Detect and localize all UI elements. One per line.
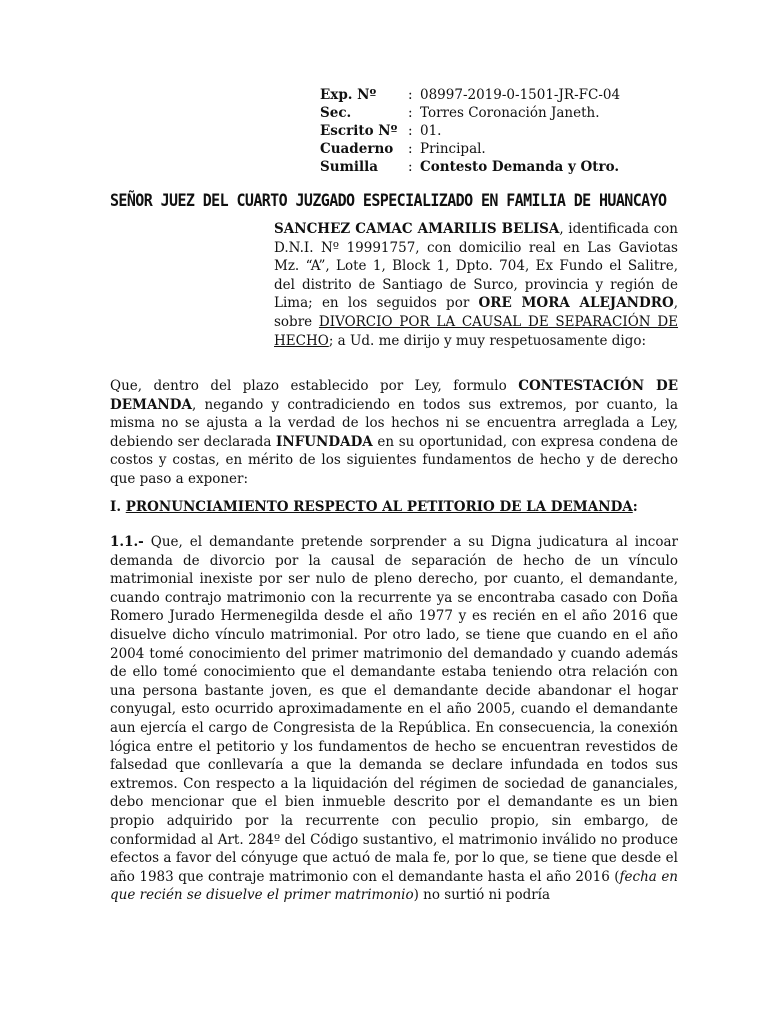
header-label: Escrito Nº [320, 123, 398, 139]
case-header [320, 86, 620, 176]
intro-text: , sobre [274, 295, 678, 330]
header-label: Cuaderno [320, 141, 394, 157]
header-row-sumilla [320, 158, 620, 176]
header-row-cuaderno [320, 140, 620, 158]
header-label: Exp. Nº [320, 87, 377, 103]
header-label: Sec. [320, 105, 352, 121]
case-matter: DIVORCIO POR LA CAUSAL DE SEPARACIÓN DE HECHO [274, 313, 679, 349]
header-value: 01. [420, 123, 442, 139]
header-row-expediente [320, 86, 620, 104]
section-number: I. [110, 499, 126, 515]
intro-text: ; a Ud. me dirijo y muy respetuosamente digo: [328, 332, 647, 349]
emphasis-text: INFUNDADA [276, 433, 373, 450]
opponent-name: ORE MORA ALEJANDRO [478, 295, 674, 312]
intro-paragraph [274, 220, 678, 350]
header-separator: : [408, 123, 413, 139]
section-title: PRONUNCIAMIENTO RESPECTO AL PETITORIO DE LA DEMANDA [125, 499, 633, 515]
header-value: Contesto Demanda y Otro. [420, 159, 620, 175]
header-value: Torres Coronación Janeth. [420, 105, 600, 121]
header-value: 08997-2019-0-1501-JR-FC-04 [420, 87, 621, 103]
paragraph-number: 1.1.- [110, 534, 144, 550]
header-separator: : [408, 87, 413, 103]
paragraph-1-1 [110, 533, 678, 905]
section-colon: : [632, 499, 638, 515]
addressee-heading: SEÑOR JUEZ DEL CUARTO JUZGADO ESPECIALIZADO EN FAMILIA DE HUANCAYO [110, 190, 667, 211]
header-separator: : [408, 159, 413, 175]
italic-text: fecha en que recién se disuelve el primer matrimonio [110, 868, 679, 904]
header-label: Sumilla [320, 159, 378, 175]
paragraph-text: en su oportunidad, con expresa condena de costos y costas, en mérito de los siguientes fundamentos de hecho y de derecho que paso a exponer: [110, 433, 678, 487]
plaintiff-name: SANCHEZ CAMAC AMARILIS BELISA [274, 221, 560, 237]
header-row-secretaria [320, 104, 620, 122]
paragraph-text: Que, dentro del plazo establecido por Ley, formulo [110, 378, 519, 394]
answer-paragraph [110, 377, 678, 489]
section-heading [110, 498, 678, 517]
header-row-escrito [320, 122, 620, 140]
paragraph-text: Que, el demandante pretende sorprender a su Digna judicatura al incoar demanda de divorcio por la causal de separación de hecho de un vínculo matrimonial inexiste por ser nulo de pleno derecho, por cuanto, el demandante, cuando contrajo matrimonio con la recurrente ya se encontraba casado con Doña Romero Jurado Hermenegilda desde el año 1977 y es recién en el año 2016 que disuelve dicho vínculo matrimonial. Por otro lado, se tiene que cuando en el año 2004 tomé conocimiento del primer matrimonio del demandado y cuando además de ello tomé conocimiento que el demandante estaba teniendo otra relación con una persona bastante joven, es que el demandante decide abandonar el hogar conyugal, esto ocurrido aproximadamente en el año 2005, cuando el demandante aun ejercía el cargo de Congresista de la República. En consecuencia, la conexión lógica entre el petitorio y los fundamentos de hecho se encuentran revestidos de falsedad que conllevaría a que la demanda se declare infundada en todos sus extremos. Con respecto a la liquidación del régimen de sociedad de gananciales, debo mencionar que el bien inmueble descrito por el demandante es un bien propio adquirido por la recurrente con peculio propio, sin embargo, de conformidad al Art. 284º del Código sustantivo, el matrimonio inválido no produce efectos a favor del cónyuge que actuó de mala fe, por lo que, se tiene que desde el año 1983 que contraje matrimonio con el demandante hasta el año 2016 ( [110, 534, 678, 885]
header-separator: : [408, 141, 413, 157]
emphasis-text: CONTESTACIÓN DE DEMANDA [110, 378, 678, 413]
paragraph-text: , negando y contradiciendo en todos sus extremos, por cuanto, la misma no se ajusta a la verdad de los hechos ni se encuentra arreglada a Ley, debiendo ser declarada [110, 396, 678, 450]
paragraph-text: ) no surtió ni podría [413, 887, 551, 904]
header-separator: : [408, 105, 413, 121]
header-value: Principal. [420, 141, 486, 157]
intro-text: , identificada con D.N.I. Nº 19991757, con domicilio real en Las Gaviotas Mz. “A”, Lote 1, Block 1, Dpto. 704, Ex Fundo el Salitre, del distrito de Santiago de Surco, provincia y región de Lima; en los seguidos por [274, 221, 678, 312]
